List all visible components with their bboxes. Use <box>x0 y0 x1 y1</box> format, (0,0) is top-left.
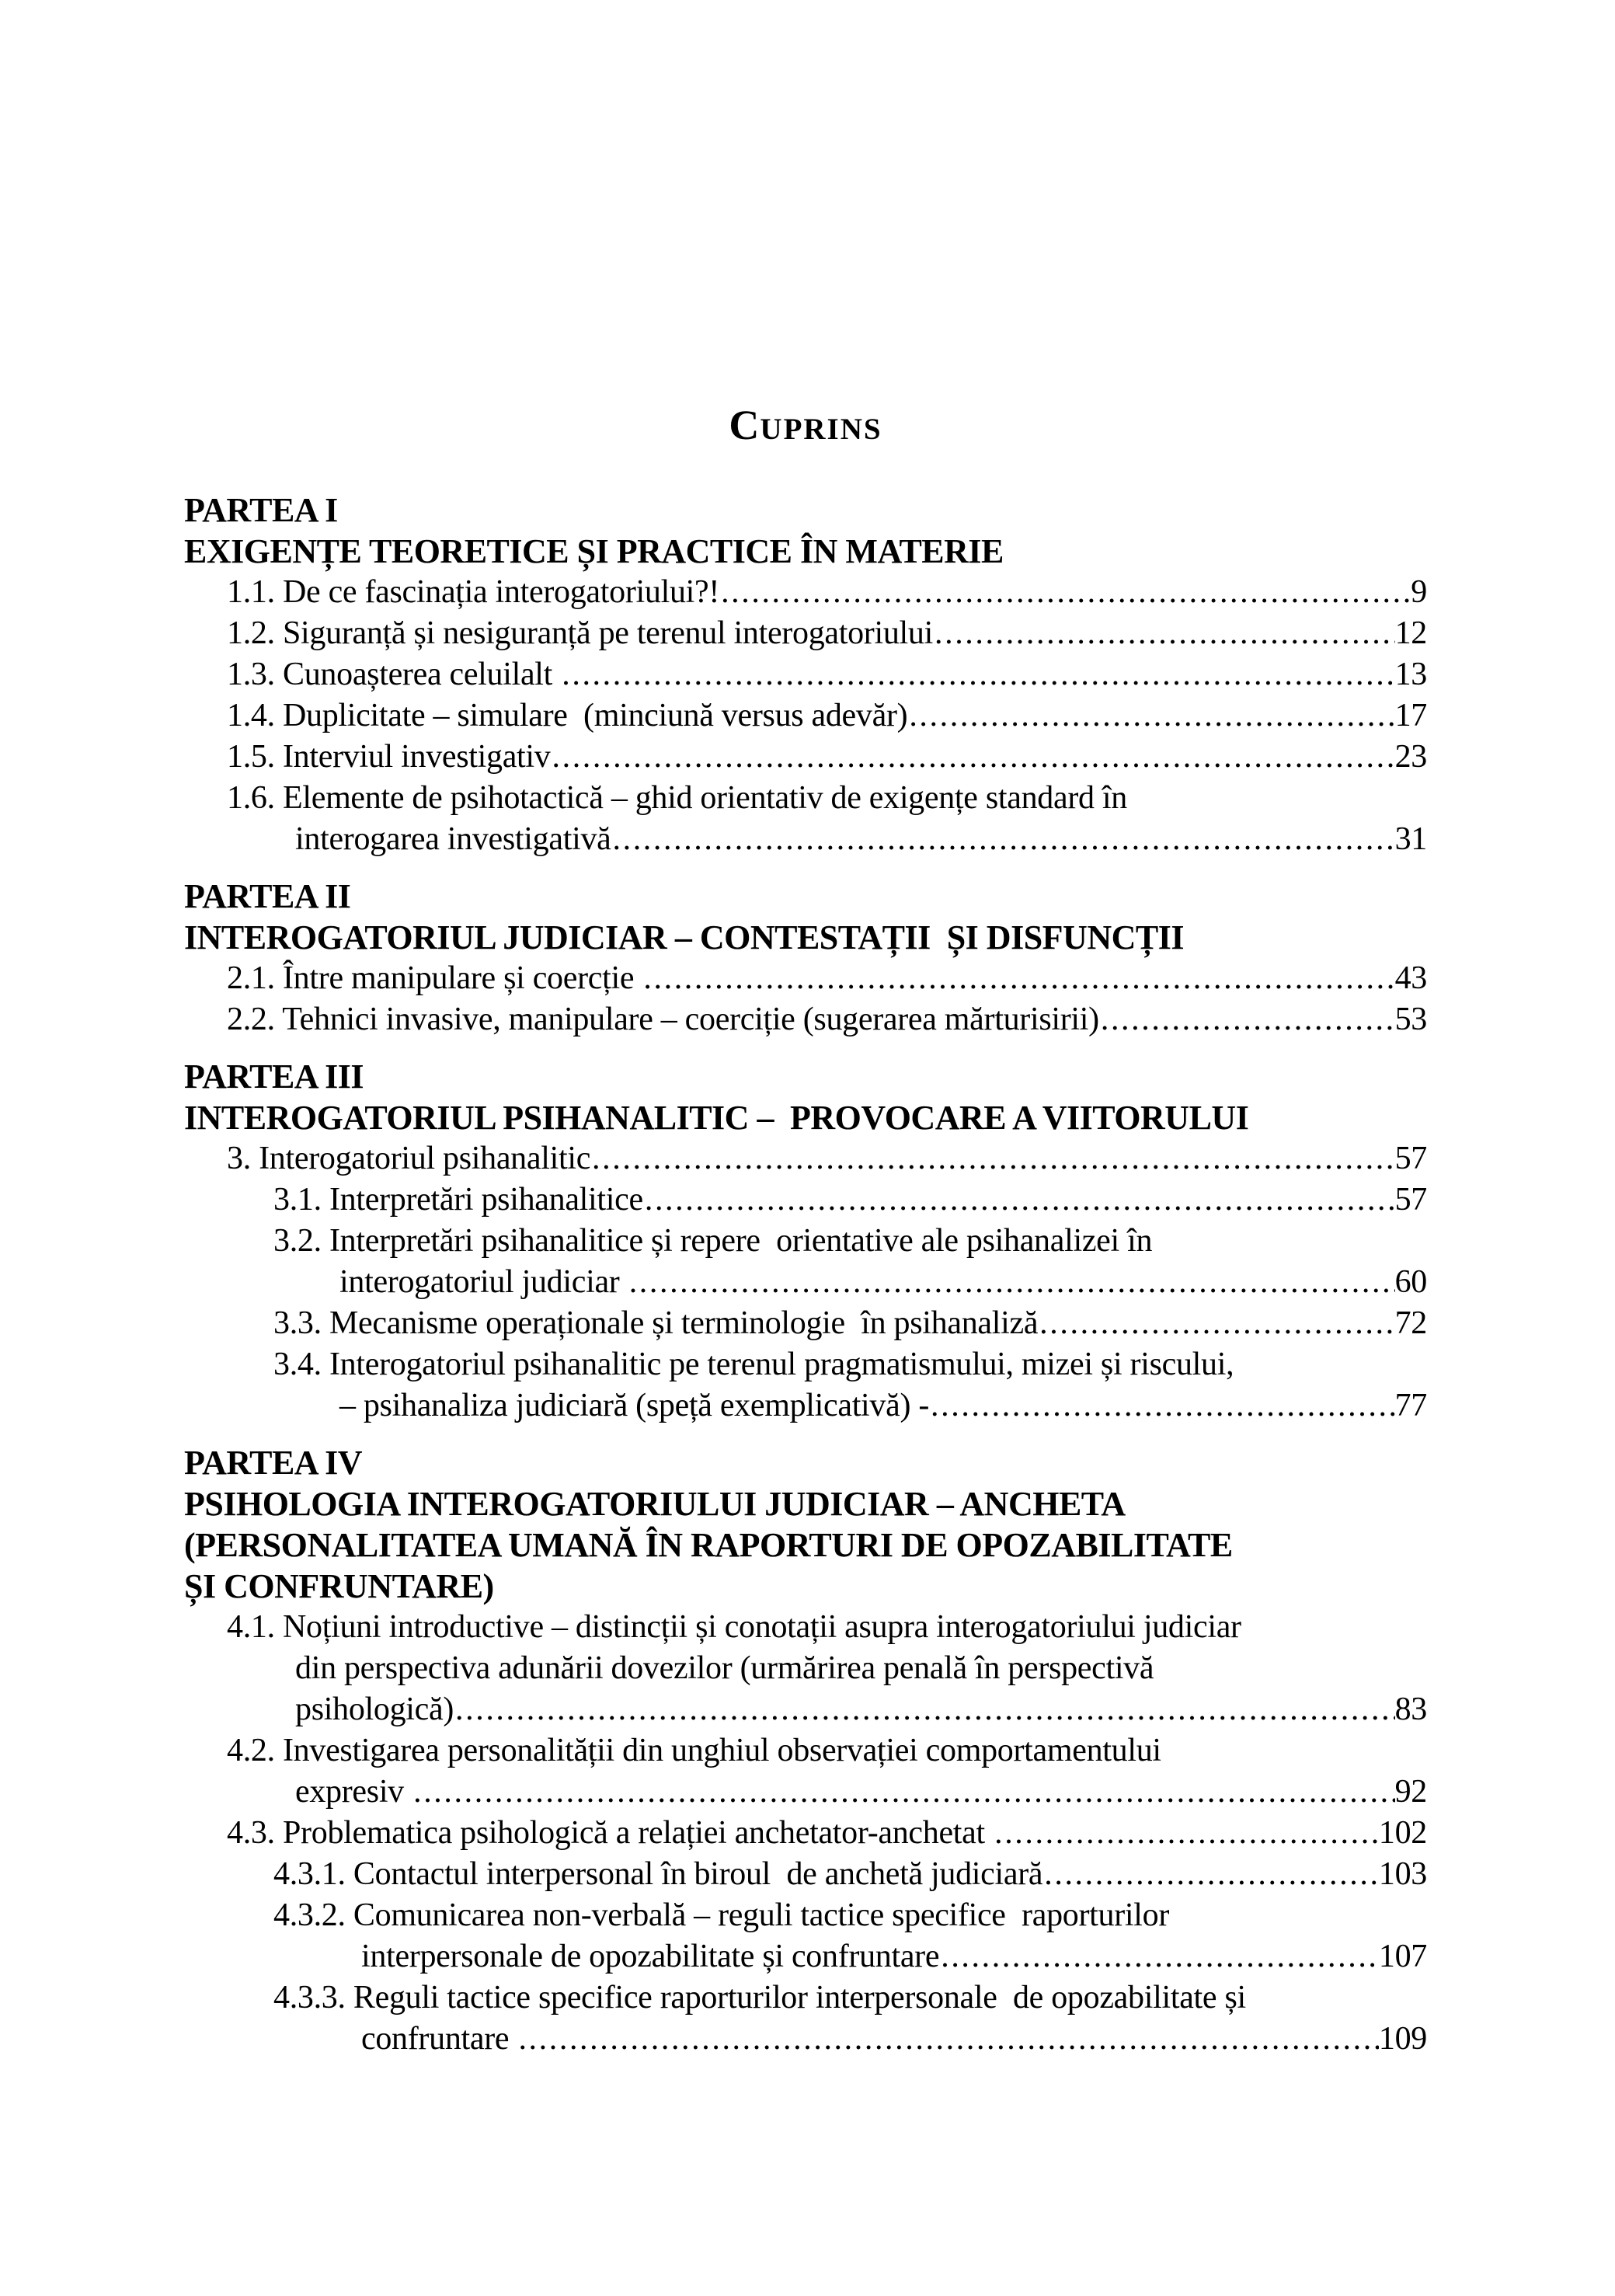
dot-leader <box>611 819 1395 860</box>
toc-entry-text: 1.1. De ce fascinația interogatoriului?! <box>227 574 720 610</box>
page-number: 103 <box>1378 1856 1427 1892</box>
toc-entry-last-line <box>184 999 1427 1040</box>
toc-entry-last-line <box>184 958 1427 999</box>
toc-entry <box>184 737 1427 778</box>
page-number: 23 <box>1394 739 1427 775</box>
part-title-line: INTEROGATORIUL PSIHANALITIC – PROVOCARE A VIITORULUI <box>184 1099 1249 1137</box>
toc-entry-text: 3.1. Interpretări psihanalitice <box>273 1182 643 1218</box>
page-number: 109 <box>1378 2021 1427 2057</box>
toc-entry-last-line <box>184 1303 1427 1344</box>
toc-entry-last-line <box>184 695 1427 737</box>
dot-leader <box>517 2019 1378 2060</box>
toc-entry-last-line <box>184 1179 1427 1221</box>
toc-entry <box>184 1607 1427 1730</box>
toc-entry-last-line <box>184 613 1427 654</box>
toc-entry <box>184 695 1427 737</box>
dot-leader <box>1038 1303 1394 1344</box>
dot-leader <box>939 1936 1379 1977</box>
toc-entry-text-line: din perspectiva adunării dovezilor (urmărirea penală în perspectivă <box>295 1650 1154 1686</box>
dot-leader <box>590 1138 1395 1179</box>
part-title-line: ȘI CONFRUNTARE) <box>184 1567 494 1605</box>
toc-entry <box>184 1179 1427 1221</box>
page-number: 57 <box>1394 1182 1427 1218</box>
toc-entry-last-line <box>184 1689 1427 1730</box>
toc-entry-text-line: 4.3.3. Reguli tactice specifice raporturilor interpersonale de opozabilitate și <box>273 1980 1246 2016</box>
toc-entry-text: interogatoriul judiciar <box>339 1264 628 1300</box>
toc-entry-last-line <box>184 1262 1427 1303</box>
toc-entry <box>184 1138 1427 1179</box>
toc-entry <box>184 1977 1427 2060</box>
toc-section <box>184 1056 1427 1427</box>
part-title-line: PSIHOLOGIA INTEROGATORIULUI JUDICIAR – ANCHETA <box>184 1485 1126 1523</box>
part-title-line: EXIGENȚE TEORETICE ȘI PRACTICE ÎN MATERIE <box>184 532 1004 570</box>
toc-section <box>184 490 1427 860</box>
page-title-rest: UPRINS <box>760 413 882 446</box>
toc-entry-text: 1.5. Interviul investigativ <box>227 739 551 775</box>
toc-entry <box>184 1895 1427 1977</box>
toc-entry <box>184 1854 1427 1895</box>
dot-leader <box>719 572 1411 613</box>
dot-leader <box>907 695 1394 737</box>
dot-leader <box>643 1179 1395 1221</box>
page-number: 102 <box>1378 1815 1427 1851</box>
part-title-line: (PERSONALITATEA UMANĂ ÎN RAPORTURI DE OPOZABILITATE <box>184 1526 1233 1564</box>
toc-entry-text-line: 4.2. Investigarea personalității din unghiul observației comportamentului <box>227 1733 1161 1768</box>
toc-entry-text: – psihanaliza judiciară (speță exemplicativă) - <box>339 1388 930 1423</box>
table-of-contents <box>184 490 1427 2060</box>
toc-entry-text: 3. Interogatoriul psihanalitic <box>227 1141 591 1176</box>
toc-entry-text-line: 3.2. Interpretări psihanalitice și repere orientative ale psihanalizei în <box>273 1223 1153 1259</box>
page-number: 57 <box>1394 1141 1427 1176</box>
toc-entry-text-line: 4.1. Noțiuni introductive – distincții și conotații asupra interogatoriului judiciar <box>227 1609 1241 1645</box>
dot-leader <box>412 1772 1395 1813</box>
toc-entry-text: 2.1. Între manipulare și coercție <box>227 960 642 996</box>
toc-entry-last-line <box>184 2019 1427 2060</box>
toc-entry-last-line <box>184 1385 1427 1427</box>
toc-entry-text: interogarea investigativă <box>295 821 611 857</box>
toc-entry-last-line <box>184 654 1427 695</box>
dot-leader <box>454 1689 1395 1730</box>
toc-entry-text: 3.3. Mecanisme operaționale și terminologie în psihanaliză <box>273 1305 1039 1341</box>
page-number: 43 <box>1394 960 1427 996</box>
page-title-initial: C <box>729 402 761 448</box>
toc-section <box>184 1442 1427 2060</box>
page-number: 53 <box>1394 1002 1427 1037</box>
dot-leader <box>1099 999 1395 1040</box>
part-label: PARTEA I <box>184 491 338 529</box>
toc-entry-text: 4.3. Problematica psihologică a relației anchetator-anchetat <box>227 1815 994 1851</box>
toc-entry <box>184 1221 1427 1303</box>
part-title-line: INTEROGATORIUL JUDICIAR – CONTESTAȚII ȘI DISFUNCȚII <box>184 918 1184 956</box>
toc-entry-last-line <box>184 572 1427 613</box>
dot-leader <box>993 1813 1379 1854</box>
toc-entry-text: confruntare <box>361 2021 517 2057</box>
toc-entry <box>184 1813 1427 1854</box>
dot-leader <box>929 1385 1395 1427</box>
page-number: 31 <box>1394 821 1427 857</box>
page-number: 12 <box>1394 615 1427 651</box>
toc-entry-text: 1.4. Duplicitate – simulare (minciună versus adevăr) <box>227 698 908 733</box>
part-label: PARTEA III <box>184 1057 364 1096</box>
page-number: 107 <box>1378 1939 1427 1974</box>
toc-entry-last-line <box>184 1854 1427 1895</box>
toc-entry-text: 4.3.1. Contactul interpersonal în biroul de anchetă judiciară <box>273 1856 1043 1892</box>
toc-entry-text: psihologică) <box>295 1692 454 1727</box>
dot-leader <box>642 958 1394 999</box>
page-number: 92 <box>1394 1774 1427 1810</box>
part-label: PARTEA IV <box>184 1444 363 1482</box>
dot-leader <box>628 1262 1395 1303</box>
dot-leader <box>560 654 1394 695</box>
page-number: 13 <box>1394 657 1427 692</box>
dot-leader <box>551 737 1395 778</box>
toc-entry-text: interpersonale de opozabilitate și confruntare <box>361 1939 940 1974</box>
page-number: 72 <box>1394 1305 1427 1341</box>
toc-entry <box>184 1303 1427 1344</box>
page-number: 83 <box>1394 1692 1427 1727</box>
toc-entry <box>184 958 1427 999</box>
toc-entry-text-line: 1.6. Elemente de psihotactică – ghid orientativ de exigențe standard în <box>227 780 1127 816</box>
page-number: 60 <box>1394 1264 1427 1300</box>
toc-entry <box>184 1730 1427 1813</box>
toc-entry-text: 1.3. Cunoașterea celuilalt <box>227 657 561 692</box>
toc-entry <box>184 1344 1427 1427</box>
toc-entry-text: 1.2. Siguranță și nesiguranță pe terenul interogatoriului <box>227 615 933 651</box>
page-title <box>184 0 1427 449</box>
toc-entry-last-line <box>184 737 1427 778</box>
dot-leader <box>933 613 1395 654</box>
toc-entry-last-line <box>184 1772 1427 1813</box>
toc-entry-last-line <box>184 1138 1427 1179</box>
toc-entry <box>184 654 1427 695</box>
page-content <box>184 0 1427 2060</box>
dot-leader <box>1042 1854 1379 1895</box>
page-number: 9 <box>1411 574 1427 610</box>
toc-entry-text: 2.2. Tehnici invasive, manipulare – coerciție (sugerarea mărturisirii) <box>227 1002 1099 1037</box>
toc-entry-text-line: 4.3.2. Comunicarea non-verbală – reguli tactice specifice raporturilor <box>273 1897 1170 1933</box>
toc-entry-text: expresiv <box>295 1774 412 1810</box>
page-number: 17 <box>1394 698 1427 733</box>
toc-entry-text-line: 3.4. Interogatoriul psihanalitic pe terenul pragmatismului, mizei și riscului, <box>273 1347 1234 1382</box>
page-number: 77 <box>1394 1388 1427 1423</box>
toc-entry <box>184 778 1427 860</box>
toc-section <box>184 876 1427 1040</box>
toc-entry <box>184 613 1427 654</box>
part-label: PARTEA II <box>184 877 351 915</box>
toc-entry-last-line <box>184 819 1427 860</box>
toc-entry <box>184 572 1427 613</box>
toc-entry-last-line <box>184 1936 1427 1977</box>
toc-entry-last-line <box>184 1813 1427 1854</box>
toc-entry <box>184 999 1427 1040</box>
